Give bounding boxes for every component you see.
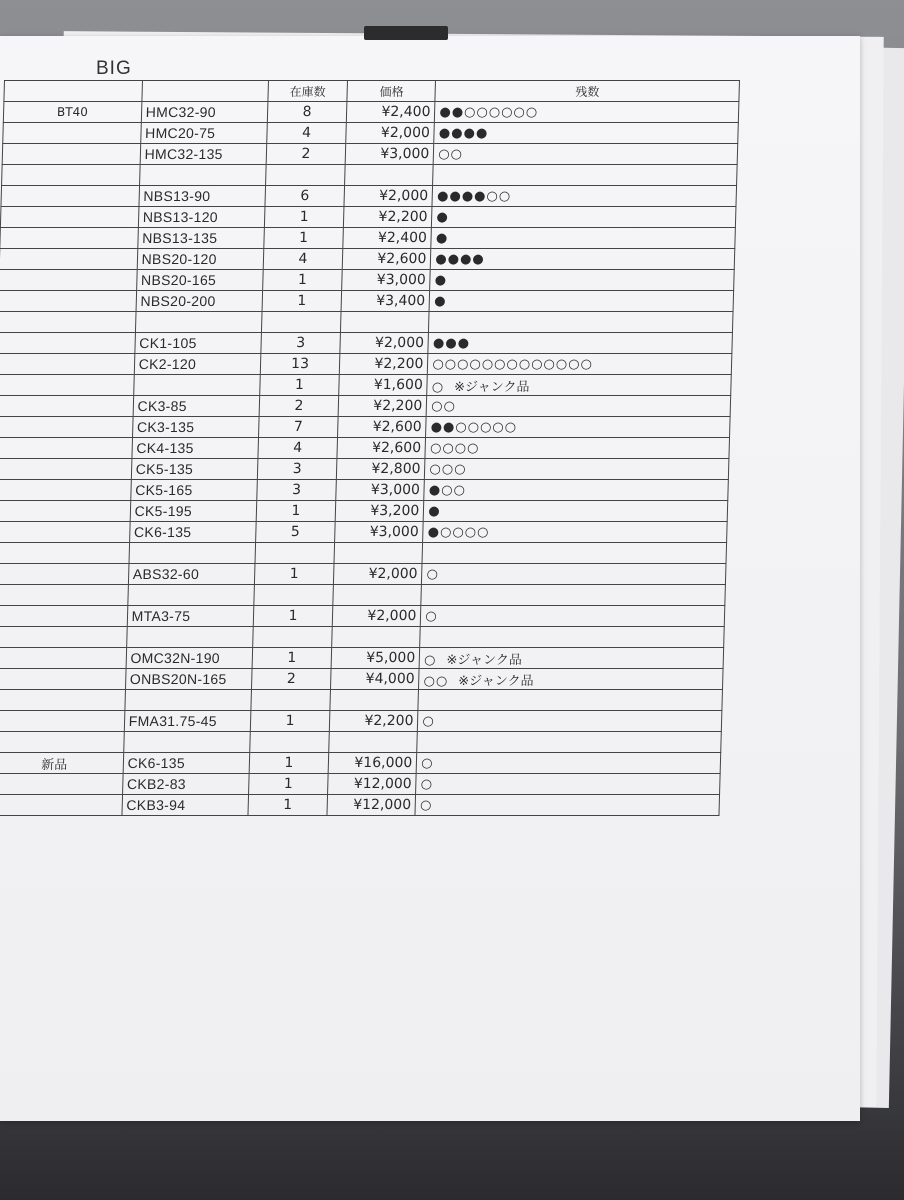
- group-cell: [0, 417, 133, 438]
- stock-cell: 1: [259, 375, 339, 396]
- stock-cell: 8: [267, 102, 347, 123]
- remaining-cell: [427, 375, 731, 396]
- remaining-cell: [424, 480, 728, 501]
- price-cell: ¥2,600: [338, 417, 427, 438]
- model-cell: CK5-135: [131, 459, 258, 480]
- table-row: [0, 396, 731, 417]
- group-cell: [0, 522, 130, 543]
- table-row: [3, 123, 739, 144]
- remaining-marks: ●●●●: [438, 126, 489, 141]
- group-cell: [0, 228, 138, 249]
- price-cell: ¥2,200: [340, 354, 429, 375]
- remaining-cell: [425, 459, 729, 480]
- remaining-cell: [431, 249, 735, 270]
- remaining-cell: [424, 501, 728, 522]
- remaining-marks: ●●○○○○○: [430, 420, 518, 435]
- remaining-cell: [418, 711, 722, 732]
- table-row: [0, 522, 727, 543]
- remaining-marks: ○○: [438, 147, 464, 162]
- junk-note: ※ジャンク品: [446, 652, 523, 668]
- model-cell: MTA3-75: [127, 606, 254, 627]
- remaining-cell: [420, 627, 724, 648]
- stock-cell: 1: [252, 648, 332, 669]
- table-row: [0, 312, 733, 333]
- group-cell: [0, 627, 127, 648]
- table-row: [0, 207, 736, 228]
- stock-cell: 1: [250, 711, 330, 732]
- header-stock: 在庫数: [267, 81, 347, 102]
- remaining-marks: ●: [435, 231, 449, 246]
- group-cell: [3, 123, 141, 144]
- group-cell: [0, 648, 126, 669]
- stock-cell: 3: [260, 333, 340, 354]
- remaining-cell: [430, 270, 734, 291]
- remaining-cell: [423, 522, 727, 543]
- price-cell: ¥3,200: [336, 501, 425, 522]
- table-row: [0, 648, 724, 669]
- remaining-cell: [419, 648, 723, 669]
- price-cell: ¥2,200: [344, 207, 433, 228]
- stock-cell: 5: [255, 522, 335, 543]
- price-cell: ¥2,200: [330, 711, 419, 732]
- price-cell: ¥2,600: [343, 249, 432, 270]
- model-cell: CK2-120: [134, 354, 261, 375]
- model-cell: ABS32-60: [128, 564, 255, 585]
- group-cell: [0, 711, 125, 732]
- price-cell: ¥3,000: [335, 522, 424, 543]
- stock-cell: 4: [266, 123, 346, 144]
- stock-cell: 6: [265, 186, 345, 207]
- remaining-cell: [419, 669, 723, 690]
- remaining-cell: [415, 795, 719, 816]
- group-cell: [2, 144, 140, 165]
- model-cell: [126, 627, 253, 648]
- price-cell: ¥3,000: [336, 480, 425, 501]
- price-cell: [345, 165, 434, 186]
- table-row: [0, 459, 729, 480]
- model-cell: CK3-135: [132, 417, 259, 438]
- remaining-cell: [417, 732, 721, 753]
- group-cell: [0, 543, 129, 564]
- table-row: [2, 165, 738, 186]
- model-cell: FMA31.75-45: [124, 711, 251, 732]
- remaining-cell: [428, 354, 732, 375]
- binder-clip: [364, 26, 448, 40]
- model-cell: HMC20-75: [140, 123, 267, 144]
- remaining-cell: [433, 165, 737, 186]
- model-cell: CK6-135: [129, 522, 256, 543]
- remaining-marks: ○: [419, 798, 433, 813]
- group-cell: [0, 585, 128, 606]
- table-row: [0, 795, 720, 816]
- remaining-marks: ●●●●: [435, 252, 485, 267]
- remaining-marks: ●○○○○: [427, 525, 490, 540]
- model-cell: CK5-195: [130, 501, 257, 522]
- stock-cell: 2: [266, 144, 346, 165]
- stock-cell: 1: [262, 291, 342, 312]
- group-cell: [0, 375, 134, 396]
- model-cell: NBS13-135: [137, 228, 264, 249]
- price-cell: ¥16,000: [329, 753, 418, 774]
- table-row: [0, 564, 726, 585]
- price-cell: ¥2,800: [337, 459, 426, 480]
- group-cell: [0, 438, 132, 459]
- group-cell: [0, 354, 135, 375]
- model-cell: [135, 312, 262, 333]
- table-row: [0, 543, 727, 564]
- table-row: [0, 438, 730, 459]
- group-cell: [0, 564, 129, 585]
- price-cell: ¥2,000: [333, 606, 422, 627]
- price-cell: ¥2,600: [337, 438, 426, 459]
- model-cell: [125, 690, 252, 711]
- price-cell: ¥2,000: [334, 564, 423, 585]
- remaining-marks: ○: [421, 756, 434, 771]
- stock-cell: 1: [254, 564, 334, 585]
- model-cell: NBS13-120: [138, 207, 265, 228]
- table-row: [0, 669, 723, 690]
- group-cell: [0, 732, 124, 753]
- model-cell: [133, 375, 260, 396]
- price-cell: [329, 732, 418, 753]
- stock-cell: [252, 627, 332, 648]
- model-cell: CKB3-94: [122, 795, 249, 816]
- stock-cell: 1: [262, 270, 342, 291]
- price-cell: ¥12,000: [328, 774, 417, 795]
- group-cell: [0, 669, 126, 690]
- stock-cell: 1: [263, 228, 343, 249]
- remaining-cell: [417, 753, 721, 774]
- table-row: [2, 144, 738, 165]
- model-cell: NBS20-200: [136, 291, 263, 312]
- model-cell: [129, 543, 256, 564]
- remaining-cell: [434, 123, 738, 144]
- table-row: [0, 375, 731, 396]
- model-cell: CK5-165: [130, 480, 257, 501]
- stock-cell: 4: [258, 438, 338, 459]
- table-row: [0, 774, 720, 795]
- price-cell: ¥2,200: [339, 396, 428, 417]
- table-row: [0, 732, 721, 753]
- remaining-marks: ●●○○○○○○: [439, 105, 539, 120]
- remaining-cell: [429, 291, 733, 312]
- model-cell: NBS20-120: [137, 249, 264, 270]
- remaining-cell: [422, 564, 726, 585]
- model-cell: CK6-135: [123, 753, 250, 774]
- group-cell: [0, 774, 123, 795]
- group-cell: BT40: [3, 102, 141, 123]
- table-row: [0, 228, 735, 249]
- junk-note: ※ジャンク品: [453, 379, 530, 395]
- stock-cell: 3: [257, 459, 337, 480]
- model-cell: CK3-85: [133, 396, 260, 417]
- table-row: [0, 585, 725, 606]
- group-cell: [0, 501, 130, 522]
- group-cell: [0, 207, 138, 228]
- stock-cell: 1: [248, 774, 328, 795]
- price-cell: [333, 585, 422, 606]
- document-title: BIG: [96, 58, 132, 79]
- price-cell: [332, 627, 421, 648]
- stock-cell: 1: [253, 606, 333, 627]
- header-remaining: 残数: [435, 81, 739, 102]
- remaining-cell: [425, 438, 729, 459]
- model-cell: HMC32-90: [141, 102, 268, 123]
- remaining-cell: [421, 606, 725, 627]
- table-row: [1, 186, 737, 207]
- table-row: [0, 753, 721, 774]
- table-row: [0, 291, 734, 312]
- group-cell: [0, 291, 136, 312]
- remaining-marks: ●: [436, 210, 450, 225]
- header-model: [142, 81, 269, 102]
- price-cell: ¥3,000: [342, 270, 431, 291]
- stock-cell: 1: [248, 795, 328, 816]
- model-cell: ONBS20N-165: [125, 669, 252, 690]
- table-row: [3, 102, 739, 123]
- group-cell: [2, 165, 140, 186]
- price-cell: ¥2,000: [340, 333, 429, 354]
- stock-cell: [261, 312, 341, 333]
- price-cell: ¥3,400: [341, 291, 430, 312]
- group-cell: [1, 186, 139, 207]
- price-cell: ¥12,000: [327, 795, 416, 816]
- stock-cell: [250, 690, 330, 711]
- group-cell: 新品: [0, 753, 123, 774]
- remaining-marks: ○○○○: [429, 441, 480, 456]
- stock-cell: 1: [256, 501, 336, 522]
- model-cell: CK4-135: [132, 438, 259, 459]
- remaining-cell: [418, 690, 722, 711]
- price-cell: [334, 543, 423, 564]
- model-cell: NBS20-165: [136, 270, 263, 291]
- stock-cell: [255, 543, 335, 564]
- table-row: [0, 501, 728, 522]
- model-cell: [123, 732, 250, 753]
- price-cell: ¥2,000: [346, 123, 435, 144]
- group-cell: [0, 690, 125, 711]
- stock-cell: [249, 732, 329, 753]
- price-cell: ¥1,600: [339, 375, 428, 396]
- remaining-marks: ○: [420, 777, 434, 792]
- stock-cell: [265, 165, 345, 186]
- remaining-cell: [429, 312, 733, 333]
- remaining-marks: ●: [433, 294, 447, 309]
- remaining-cell: [416, 774, 720, 795]
- remaining-cell: [421, 585, 725, 606]
- remaining-cell: [431, 228, 735, 249]
- stock-cell: 2: [259, 396, 339, 417]
- price-cell: [341, 312, 430, 333]
- stock-cell: 13: [260, 354, 340, 375]
- group-cell: [0, 396, 133, 417]
- remaining-cell: [422, 543, 726, 564]
- remaining-marks: ○: [422, 714, 436, 729]
- group-cell: [0, 795, 122, 816]
- model-cell: [139, 165, 266, 186]
- stock-cell: 1: [249, 753, 329, 774]
- table-row: [0, 711, 722, 732]
- remaining-cell: [426, 396, 730, 417]
- price-cell: ¥4,000: [331, 669, 420, 690]
- remaining-marks: ○: [423, 652, 437, 668]
- price-cell: ¥2,400: [343, 228, 432, 249]
- header-group: [4, 81, 142, 102]
- remaining-cell: [428, 333, 732, 354]
- remaining-marks: ○○○: [429, 462, 467, 477]
- header-price: 価格: [347, 81, 436, 102]
- table-row: [0, 333, 732, 354]
- price-cell: ¥3,000: [346, 144, 435, 165]
- remaining-cell: [434, 144, 738, 165]
- remaining-cell: [432, 207, 736, 228]
- table-header-row: [4, 81, 740, 102]
- remaining-marks: ○: [431, 379, 445, 395]
- group-cell: [0, 459, 132, 480]
- group-cell: [0, 333, 135, 354]
- model-cell: CK1-105: [135, 333, 262, 354]
- group-cell: [0, 249, 137, 270]
- group-cell: [0, 312, 136, 333]
- price-cell: ¥2,000: [344, 186, 433, 207]
- stock-cell: 1: [264, 207, 344, 228]
- remaining-marks: ●●●●○○: [436, 189, 512, 204]
- table-row: [0, 354, 732, 375]
- price-cell: [330, 690, 419, 711]
- table-row: [0, 627, 724, 648]
- model-cell: OMC32N-190: [126, 648, 253, 669]
- group-cell: [0, 606, 127, 627]
- junk-note: ※ジャンク品: [458, 673, 534, 689]
- table-row: [0, 606, 725, 627]
- model-cell: CKB2-83: [122, 774, 249, 795]
- model-cell: HMC32-135: [140, 144, 267, 165]
- price-cell: ¥5,000: [332, 648, 421, 669]
- table-row: [0, 480, 728, 501]
- stock-cell: 2: [251, 669, 331, 690]
- remaining-marks: ●: [434, 273, 448, 288]
- group-cell: [0, 480, 131, 501]
- stock-cell: 7: [258, 417, 338, 438]
- price-cell: ¥2,400: [347, 102, 436, 123]
- table-row: [0, 690, 722, 711]
- stock-cell: [253, 585, 333, 606]
- remaining-marks: ○: [426, 567, 440, 582]
- stock-cell: 4: [263, 249, 343, 270]
- table-body: [0, 102, 739, 816]
- remaining-cell: [432, 186, 736, 207]
- table-row: [0, 270, 734, 291]
- table-row: [0, 417, 730, 438]
- group-cell: [0, 270, 137, 291]
- model-cell: NBS13-90: [139, 186, 266, 207]
- remaining-marks: ●●●: [432, 336, 471, 351]
- remaining-cell: [426, 417, 730, 438]
- remaining-marks: ○○: [423, 673, 449, 689]
- remaining-cell: [435, 102, 739, 123]
- remaining-marks: ●○○: [428, 483, 467, 498]
- inventory-table: [0, 80, 740, 816]
- table-row: [0, 249, 735, 270]
- remaining-marks: ○: [425, 609, 438, 624]
- model-cell: [127, 585, 254, 606]
- remaining-marks: ○○○○○○○○○○○○○: [432, 357, 594, 372]
- remaining-marks: ○○: [431, 399, 457, 414]
- remaining-marks: ●: [428, 504, 441, 519]
- stock-cell: 3: [256, 480, 336, 501]
